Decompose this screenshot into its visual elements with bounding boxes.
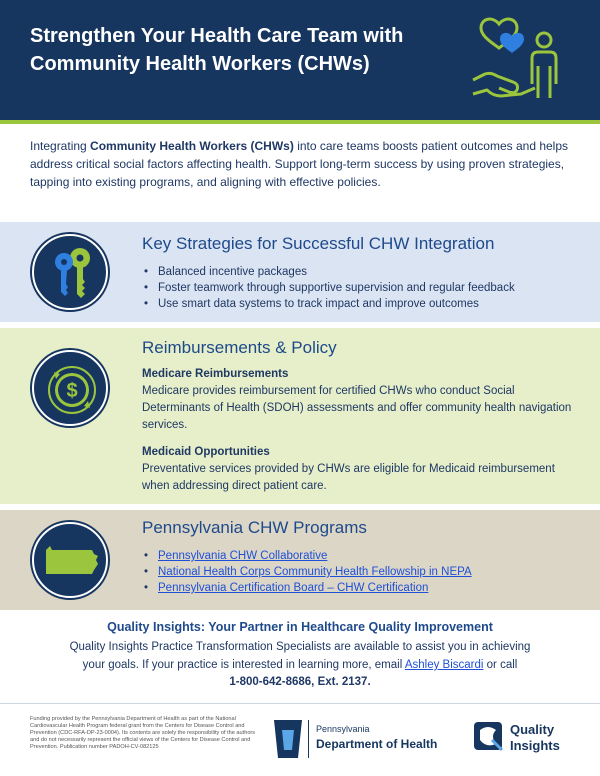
- list-item: [142, 564, 472, 580]
- medicare-body: Medicare provides reimbursement for certified CHWs who conduct Social Determinants of Health (SDOH) assessments and offer community health navigation services.: [142, 385, 572, 431]
- reimbursements-section: [0, 328, 600, 504]
- medicare-title: Medicare Reimbursements: [142, 368, 289, 380]
- list-item: • Use smart data systems to track impact and improve outcomes: [142, 296, 515, 312]
- medicaid-title: Medicaid Opportunities: [142, 446, 270, 458]
- intro-highlight: Community Health Workers (CHWs): [90, 139, 294, 153]
- key-strategies-section: [0, 222, 600, 322]
- reimbursements-badge: [32, 350, 108, 426]
- pa-certification-board-link[interactable]: Pennsylvania Certification Board – CHW Certification: [158, 582, 429, 594]
- logo-divider: [308, 720, 309, 758]
- medicaid-block: [142, 444, 582, 495]
- heart-hand-person-icon: [465, 10, 565, 110]
- list-item: • Balanced incentive packages: [142, 264, 515, 280]
- intro-paragraph: Integrating Community Health Workers (CHWs) into care teams boosts patient outcomes and helps address critical social factors affecting health. Support long-term success by using proven strategies, tapping into existing programs, and aligning with effective policies.: [30, 139, 569, 189]
- cta-body: Quality Insights Practice Transformation Specialists are available to assist you in achieving your goals. If your practice is interested in learning more, email Ashley Biscardi or call: [69, 641, 531, 671]
- key-strategies-badge: [32, 234, 108, 310]
- nhc-fellowship-link[interactable]: National Health Corps Community Health Fellowship in NEPA: [158, 566, 472, 578]
- pa-health-logo: [270, 716, 470, 762]
- pa-logo-state: Pennsylvania: [316, 724, 370, 734]
- pa-programs-section: [0, 510, 600, 610]
- footer-divider: [0, 703, 600, 704]
- cta-block: [0, 616, 600, 688]
- header-divider: [0, 120, 600, 124]
- pa-programs-list: [142, 548, 472, 596]
- dollar-cycle-icon: [34, 352, 110, 428]
- contact-email-link[interactable]: Ashley Biscardi: [404, 659, 484, 671]
- qi-logo-line1: Quality: [510, 722, 555, 737]
- cta-phone: 1-800-642-8686, Ext. 2137.: [229, 676, 371, 688]
- funding-disclaimer: Funding provided by the Pennsylvania Department of Health as part of the National Cardiovascular Health Program federal grant from the Centers for Disease Control and Prevention (CDC-RFA-DP-23-0004). Its contents are solely the responsibility of the authors and do not necessarily represent the official views of the Centers for Disease Control and Prevention. Publication number PADOH-CV-082125: [30, 716, 256, 750]
- pa-programs-title: Pennsylvania CHW Programs: [142, 518, 367, 537]
- reimbursements-title: Reimbursements & Policy: [142, 338, 337, 357]
- page-title: Strengthen Your Health Care Team with Community Health Workers (CHWs): [30, 25, 404, 75]
- quality-insights-logo: [472, 718, 582, 762]
- pa-programs-badge: [32, 522, 108, 598]
- list-item: [142, 548, 472, 564]
- quality-insights-mark-icon: [472, 718, 508, 754]
- key-strategies-title: Key Strategies for Successful CHW Integration: [142, 234, 495, 253]
- keystone-icon: [270, 716, 306, 762]
- list-item: • Foster teamwork through supportive supervision and regular feedback: [142, 280, 515, 296]
- qi-logo-line2: Insights: [510, 738, 560, 753]
- keys-icon: [34, 236, 110, 312]
- cta-title: Quality Insights: Your Partner in Healthcare Quality Improvement: [107, 620, 493, 634]
- page-header: [0, 0, 600, 120]
- list-item: [142, 580, 472, 596]
- medicare-block: [142, 366, 582, 434]
- medicaid-body: Preventative services provided by CHWs are eligible for Medicaid reimbursement when addressing direct patient care.: [142, 463, 555, 492]
- svg-text:$: $: [66, 380, 78, 402]
- key-strategies-list: [142, 264, 515, 312]
- pa-logo-dept: Department of Health: [316, 737, 438, 751]
- pennsylvania-map-icon: [34, 524, 110, 600]
- pa-chw-collaborative-link[interactable]: Pennsylvania CHW Collaborative: [158, 550, 328, 562]
